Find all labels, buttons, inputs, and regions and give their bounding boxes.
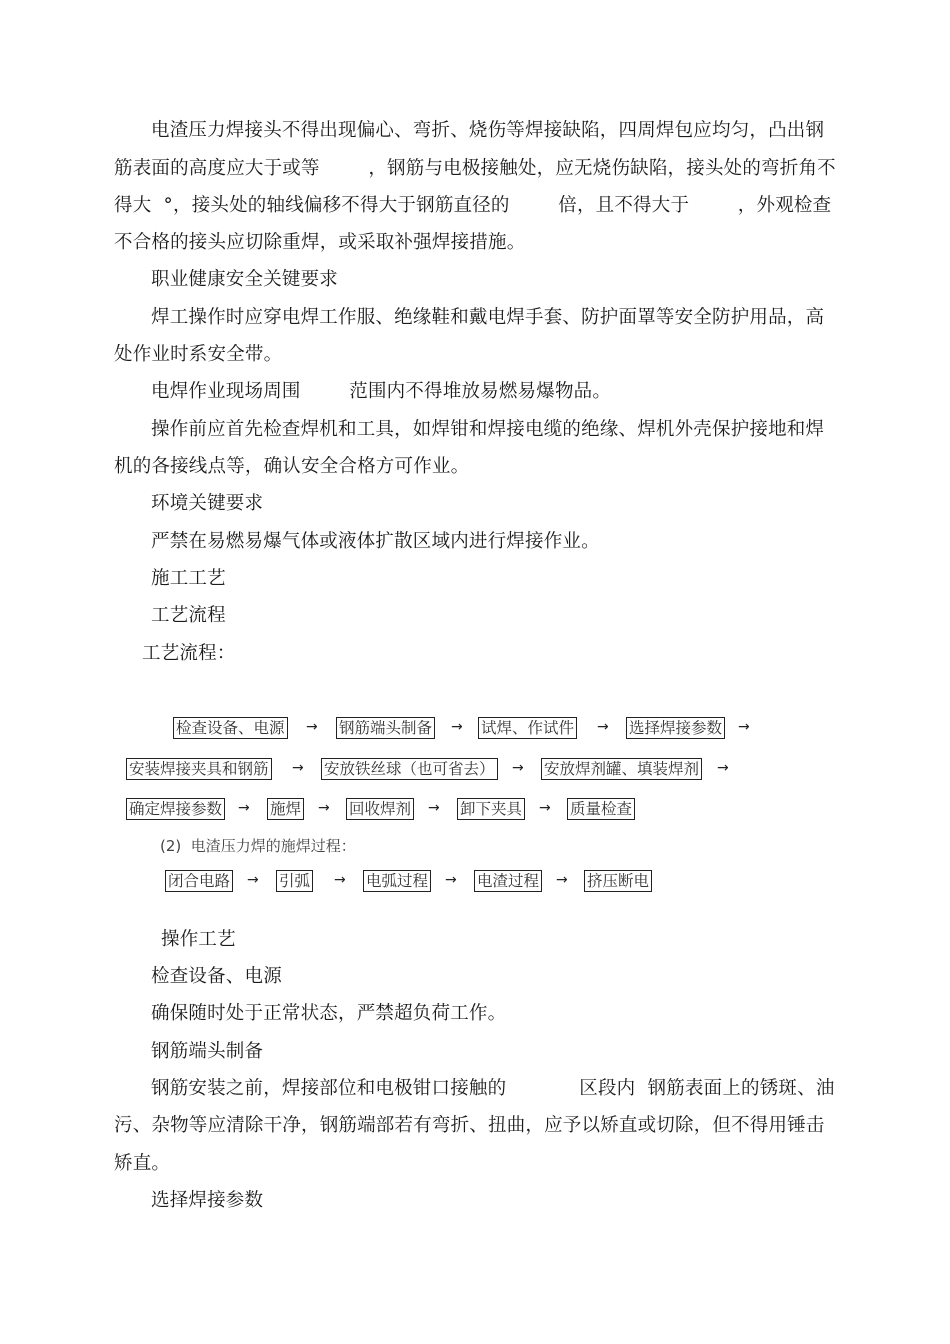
flow-step-quality-check: 质量检查 [567,798,635,820]
flow-step-confirm-params: 确定焊接参数 [126,798,225,820]
arrow-icon: → [445,872,457,888]
flow-step-trial-weld: 试焊、作试件 [478,717,577,739]
arrow-icon: → [597,719,609,735]
section-heading-flow: 工艺流程 [151,605,226,626]
section-heading-rebar: 钢筋端头制备 [151,1041,264,1062]
paragraph-line: 不合格的接头应切除重焊，或采取补强焊接措施。 [114,232,526,253]
arrow-icon: → [512,760,524,776]
paragraph-line: 得大 °，接头处的轴线偏移不得大于钢筋直径的 倍，且不得大于 ，外观检查 [114,195,832,216]
arrow-icon: → [451,719,463,735]
section-heading-check: 检查设备、电源 [151,966,282,987]
section-heading-operation: 操作工艺 [161,929,236,950]
paragraph-line: 确保随时处于正常状态，严禁超负荷工作。 [151,1003,507,1024]
arrow-icon: → [539,800,551,816]
section-heading-params: 选择焊接参数 [151,1190,264,1211]
flow-step-press-off: 挤压断电 [584,870,652,892]
paragraph-line: 钢筋安装之前，焊接部位和电极钳口接触的 区段内 钢筋表面上的锈斑、油 [151,1078,835,1099]
section-heading-health: 职业健康安全关键要求 [151,269,339,290]
arrow-icon: → [738,719,750,735]
flow-step-wire-ball: 安放铁丝球（也可省去） [321,758,498,780]
flow-step-check-equipment: 检查设备、电源 [173,717,288,739]
section-heading-environment: 环境关键要求 [151,493,264,514]
paragraph-line: 污、杂物等应清除干净，钢筋端部若有弯折、扭曲，应予以矫直或切除，但不得用锤击 [114,1115,825,1136]
flow-step-arc-start: 引弧 [276,870,313,892]
paragraph-line: 焊工操作时应穿电焊工作服、绝缘鞋和戴电焊手套、防护面罩等安全防护用品，高 [151,307,825,328]
flow-step-select-params: 选择焊接参数 [626,717,725,739]
arrow-icon: → [428,800,440,816]
flow-step-install-fixture: 安装焊接夹具和钢筋 [126,758,272,780]
flow-step-close-circuit: 闭合电路 [165,870,233,892]
arrow-icon: → [556,872,568,888]
section-heading-construction: 施工工艺 [151,568,226,589]
arrow-icon: → [292,760,304,776]
flow-step-slag-process: 电渣过程 [474,870,542,892]
flow-step-recover-flux: 回收焊剂 [346,798,414,820]
paragraph-line: 矫直。 [114,1153,171,1174]
arrow-icon: → [318,800,330,816]
arrow-icon: → [238,800,250,816]
paragraph-line: 筋表面的高度应大于或等 ，钢筋与电极接触处，应无烧伤缺陷，接头处的弯折角不 [114,158,836,179]
paragraph-line: 操作前应首先检查焊机和工具，如焊钳和焊接电缆的绝缘、焊机外壳保护接地和焊 [151,419,825,440]
flow-step-flux-tank: 安放焊剂罐、填装焊剂 [541,758,702,780]
paragraph-line: 电渣压力焊接头不得出现偏心、弯折、烧伤等焊接缺陷，四周焊包应均匀，凸出钢 [151,120,825,141]
paragraph-line: 机的各接线点等，确认安全合格方可作业。 [114,456,470,477]
arrow-icon: → [306,719,318,735]
flow-step-rebar-prep: 钢筋端头制备 [336,717,435,739]
paragraph-line: 处作业时系安全带。 [114,344,283,365]
paragraph-line: 严禁在易燃易爆气体或液体扩散区域内进行焊接作业。 [151,531,600,552]
arrow-icon: → [717,760,729,776]
arrow-icon: → [247,872,259,888]
paragraph-line: 电焊作业现场周围 范围内不得堆放易燃易爆物品。 [151,381,612,402]
arrow-icon: → [334,872,346,888]
flow-step-welding: 施焊 [267,798,304,820]
subprocess-title: (2) 电渣压力焊的施焊过程： [160,837,356,855]
flow-step-arc-process: 电弧过程 [363,870,431,892]
flow-label: 工艺流程： [142,643,236,664]
flow-step-remove-fixture: 卸下夹具 [457,798,525,820]
